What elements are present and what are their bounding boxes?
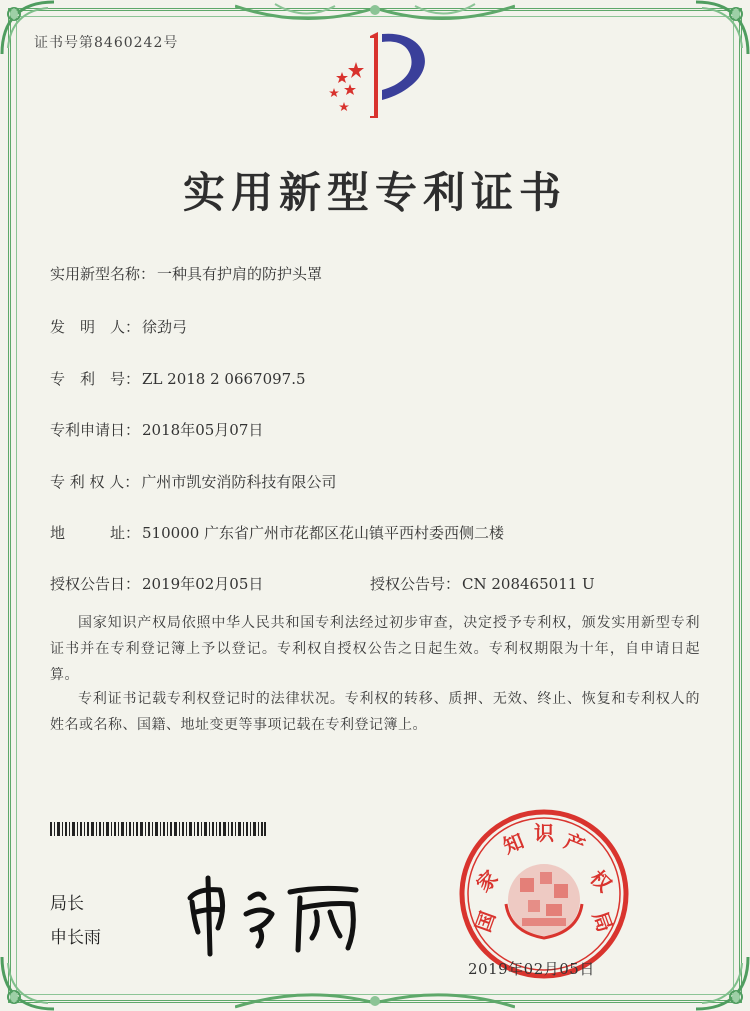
inventor-label: 发 明 人： xyxy=(50,318,141,336)
svg-text:局: 局 xyxy=(587,908,618,936)
address-value: 510000 广东省广州市花都区花山镇平西村委西侧二楼 xyxy=(142,524,505,542)
patent-number-value: ZL 2018 2 0667097.5 xyxy=(142,370,306,388)
grant-number-value: CN 208465011 U xyxy=(462,575,595,593)
legal-status-paragraph: 专利证书记载专利权登记时的法律状况。专利权的转移、质押、无效、终止、恢复和专利权人的姓名或名称、国籍、地址变更等事项记载在专利登记簿上。 xyxy=(50,691,700,733)
utility-model-name-value: 一种具有护肩的防护头罩 xyxy=(157,265,323,283)
patent-number-label: 专 利 号： xyxy=(50,370,141,388)
filing-date-value: 2018年05月07日 xyxy=(142,421,264,439)
certificate-title: 实用新型专利证书 xyxy=(182,168,567,217)
svg-text:家: 家 xyxy=(471,865,503,897)
utility-model-name-label: 实用新型名称： xyxy=(50,265,156,283)
barcode-icon xyxy=(50,822,266,836)
grant-date-row xyxy=(50,573,263,594)
cnipa-logo-icon xyxy=(312,26,438,122)
certificate-number: 证书号第8460242号 xyxy=(34,35,179,51)
grant-number-label: 授权公告号： xyxy=(370,575,461,593)
corner-ornament-icon xyxy=(0,955,56,1011)
address-label: 地 址： xyxy=(50,524,141,542)
inventor-row xyxy=(50,316,187,337)
filing-date-row xyxy=(50,419,263,440)
address-row xyxy=(50,522,504,543)
patentee-value: 广州市凯安消防科技有限公司 xyxy=(141,473,337,491)
grant-date-label: 授权公告日： xyxy=(50,575,141,593)
svg-text:权: 权 xyxy=(585,865,617,897)
patentee-label: 专 利 权 人： xyxy=(50,473,140,491)
filing-date-label: 专利申请日： xyxy=(50,421,141,439)
corner-ornament-icon xyxy=(694,955,750,1011)
svg-text:知: 知 xyxy=(499,828,528,859)
official-seal-icon xyxy=(458,808,630,980)
grant-number-row xyxy=(370,573,595,594)
utility-model-name-row xyxy=(50,263,322,284)
director-title: 局长 xyxy=(50,894,84,914)
grant-statement-paragraph: 国家知识产权局依照中华人民共和国专利法经过初步审查，决定授予专利权，颁发实用新型专利证书并在专利登记簿上予以登记。专利权自授权公告之日起生效。专利权期限为十年，自申请日起算。 xyxy=(50,615,700,683)
bottom-ornament-icon xyxy=(235,985,515,1011)
seal-date: 2019年02月05日 xyxy=(468,960,595,978)
patent-number-row xyxy=(50,368,306,389)
patentee-row xyxy=(50,471,336,492)
svg-text:识: 识 xyxy=(534,821,554,845)
grant-date-value: 2019年02月05日 xyxy=(142,575,264,593)
svg-text:国: 国 xyxy=(470,908,501,936)
director-name: 申长雨 xyxy=(50,928,101,948)
corner-ornament-icon xyxy=(694,0,750,56)
inventor-value: 徐劲弓 xyxy=(142,318,188,336)
director-signature-icon xyxy=(180,868,380,958)
svg-text:产: 产 xyxy=(560,828,589,859)
